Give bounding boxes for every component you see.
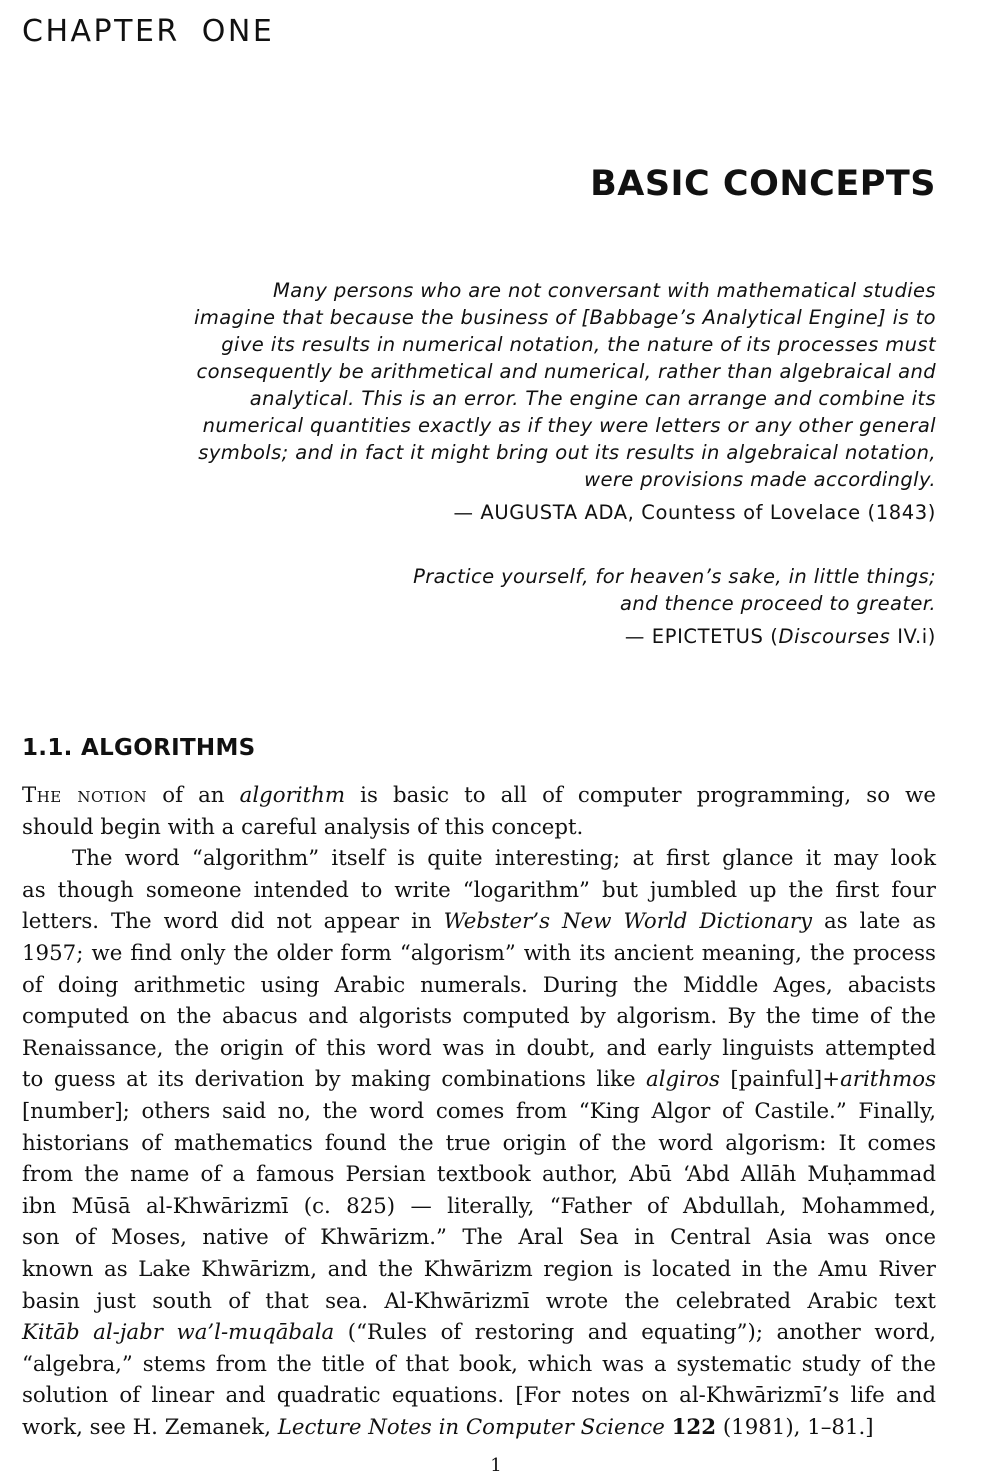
text-line: should begin with a careful analysis of this concept.: [22, 814, 584, 840]
text-line: as though someone intended to write “logarithm” but jumbled up the first four: [22, 877, 936, 903]
text-line: [22, 780, 936, 812]
text-run: letters. The word did not appear in: [22, 909, 444, 935]
epigraph-epictetus: [413, 563, 936, 648]
text-line: The word “algorithm” itself is quite interesting; at first glance it may look: [72, 846, 936, 872]
text-run-italic: algorithm: [239, 783, 346, 808]
text-run-italic: arithmos: [840, 1067, 937, 1093]
text-run: (“Rules of restoring and equating”); another word,: [334, 1320, 937, 1346]
text-line: computed on the abacus and algorists computed by algorism. By the time of the: [22, 1004, 936, 1030]
text-line: known as Lake Khwārizm, and the Khwārizm region is located in the Amu River: [22, 1256, 936, 1282]
body-text: [22, 780, 936, 1443]
attribution-suffix: IV.i): [890, 625, 936, 648]
epigraph-line: symbols; and in fact it might bring out its results in algebraical notation,: [198, 441, 936, 464]
epigraph-line: Practice yourself, for heaven’s sake, in little things;: [413, 565, 936, 588]
epigraph-line: were provisions made accordingly.: [584, 468, 936, 491]
epigraph-line: consequently be arithmetical and numerical, rather than algebraical and: [196, 360, 936, 383]
epigraph-attribution: — AUGUSTA ADA, Countess of Lovelace (1843): [453, 501, 936, 524]
text-run-bold: 122: [671, 1414, 717, 1440]
epigraph-line: Many persons who are not conversant with mathematical studies: [272, 279, 936, 302]
text-line: [number]; others said no, the word comes from “King Algor of Castile.” Finally,: [22, 1098, 936, 1124]
text-run: to guess at its derivation by making combinations like: [22, 1067, 647, 1093]
epigraph-lovelace: [194, 277, 936, 524]
text-line: basin just south of that sea. Al-Khwārizmī wrote the celebrated Arabic text: [22, 1288, 936, 1314]
text-line: [22, 1064, 936, 1096]
section-heading: 1.1. ALGORITHMS: [22, 735, 256, 761]
text-run: work, see H. Zemanek,: [22, 1414, 278, 1440]
text-run-italic: Webster’s New World Dictionary: [443, 909, 813, 935]
text-line: son of Moses, native of Khwārizm.” The Aral Sea in Central Asia was once: [22, 1225, 936, 1251]
text-run: of an: [147, 783, 240, 808]
text-line: Renaissance, the origin of this word was in doubt, and early linguists attempted: [22, 1035, 936, 1061]
text-line: ibn Mūsā al-Khwārizmī (c. 825) — literally, “Father of Abdullah, Mohammed,: [22, 1193, 936, 1219]
epigraph-line: and thence proceed to greater.: [620, 592, 936, 615]
text-line: historians of mathematics found the true origin of the word algorism: It comes: [22, 1130, 936, 1156]
text-run: as late as: [812, 909, 936, 935]
text-run-italic: algiros: [646, 1067, 720, 1093]
text-run: (1981), 1–81.]: [716, 1414, 874, 1440]
attribution-prefix: — EPICTETUS (: [624, 625, 779, 648]
text-run-italic: Kitāb al-jabr wa’l-muqābala: [22, 1320, 335, 1346]
epigraph-line: numerical quantities exactly as if they were letters or any other general: [202, 414, 936, 437]
epigraph-line: give its results in numerical notation, the nature of its processes must: [221, 333, 936, 356]
text-line: [22, 906, 936, 938]
epigraph-line: imagine that because the business of [Babbage’s Analytical Engine] is to: [194, 306, 936, 329]
lead-smallcaps: The notion: [22, 783, 148, 808]
text-line: from the name of a famous Persian textbook author, Abū ‘Abd Allāh Muḥammad: [22, 1162, 936, 1188]
epigraph-attribution: [413, 625, 936, 648]
text-line: 1957; we find only the older form “algorism” with its ancient meaning, the process: [22, 940, 936, 966]
text-line: of doing arithmetic using Arabic numerals. During the Middle Ages, abacists: [22, 972, 936, 998]
text-run: is basic to all of computer programming, so we: [345, 783, 936, 808]
text-line: “algebra,” stems from the title of that book, which was a systematic study of the: [22, 1351, 936, 1377]
page-number: 1: [490, 1455, 502, 1476]
attribution-work-title: Discourses: [778, 625, 891, 648]
text-line: solution of linear and quadratic equations. [For notes on al-Khwārizmī’s life and: [22, 1383, 936, 1409]
text-line: [22, 1317, 936, 1349]
text-run-italic: Lecture Notes in Computer Science: [277, 1414, 665, 1440]
chapter-label: CHAPTER ONE: [22, 14, 275, 49]
chapter-title: BASIC CONCEPTS: [590, 164, 936, 204]
text-line: [22, 1412, 936, 1444]
epigraph-line: analytical. This is an error. The engine can arrange and combine its: [249, 387, 936, 410]
text-run: [painful]+: [719, 1067, 841, 1093]
